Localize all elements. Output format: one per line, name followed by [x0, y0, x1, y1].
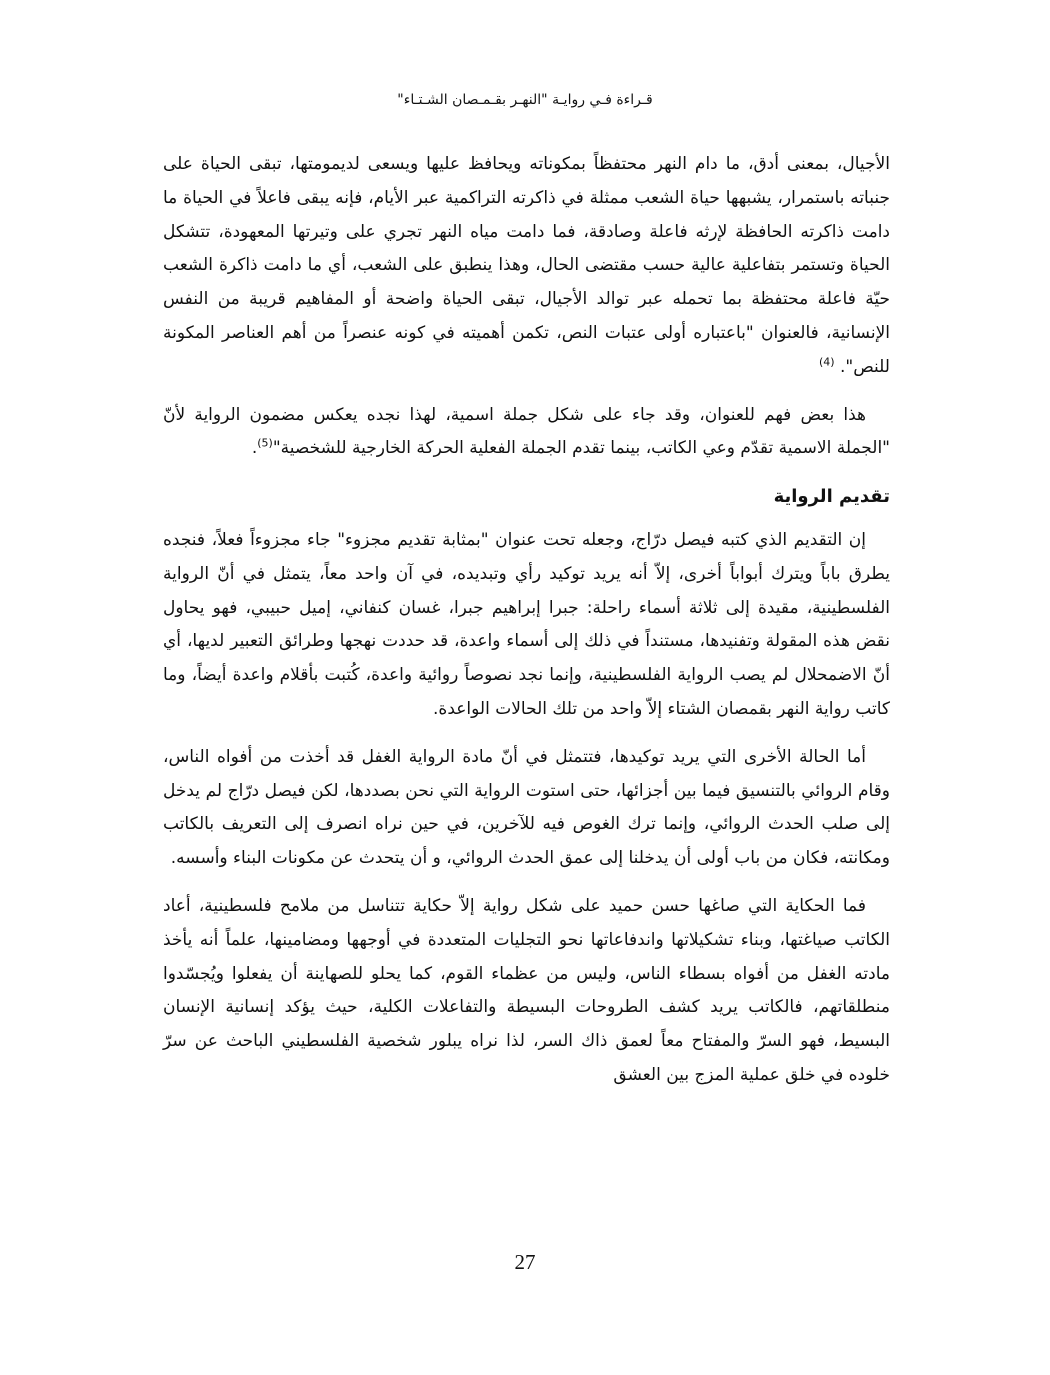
- footnote-ref-5: (5): [257, 436, 273, 450]
- paragraph-1-text: الأجيال، بمعنى أدق، ما دام النهر محتفظاً بمكوناته ويحافظ عليها ويسعى لديمومتها، تبقى الحياة على جنباته باستمرار، يشبهها حياة الشعب ممثلة في ذاكرته التراكمية عبر الأيام، فإنه يبقى فاعلاً في الحياة ما دامت ذاكرته الحافظة لإرثه فاعلة وصادقة، فما دامت مياه النهر تجري على وتيرتها المعهودة، تتشكل الحياة وتستمر بتفاعلية عالية حسب مقتضى الحال، وهذا ينطبق على الشعب، أي ما دامت ذاكرة الشعب حيّة فاعلة محتفظة بما تحمله عبر توالد الأجيال، تبقى الحياة واضحة أو المفاهيم قريبة من النفس الإنسانية، فالعنوان "باعتباره أولى عتبات النص، تكمن أهميته في كونه عنصراً من أهم العناصر المكونة للنص".: [163, 154, 890, 377]
- paragraph-1: [163, 148, 890, 385]
- footnote-ref-4: (4): [819, 355, 835, 369]
- paragraph-2-text: هذا بعض فهم للعنوان، وقد جاء على شكل جملة اسمية، لهذا نجده يعكس مضمون الرواية لأنّ "الجملة الاسمية تقدّم وعي الكاتب، بينما تقدم الجملة الفعلية الحركة الخارجية للشخصية": [163, 404, 890, 459]
- body-text: [163, 148, 890, 1107]
- paragraph-2-tail: .: [251, 438, 258, 459]
- running-header: قـراءة فـي روايـة "النهـر بقـمـصان الشـتـاء": [397, 92, 653, 108]
- page-number: 27: [514, 1250, 536, 1274]
- section-heading: تقديم الرواية: [773, 486, 890, 508]
- paragraph-2: [163, 399, 890, 467]
- paragraph-3: إن التقديم الذي كتبه فيصل درّاج، وجعله تحت عنوان "بمثابة تقديم مجزوء" جاء مجزوءاً فعلاً، فنجده يطرق باباً ويترك أبواباً أخرى، إلاّ أنه يريد توكيد رأي وتبديده، في آن واحد معاً، يتمثل في أنّ الرواية الفلسطينية، مقيدة إلى ثلاثة أسماء راحلة: جبرا إبراهيم جبرا، غسان كنفاني، إميل حبيبي، فهو يحاول نقض هذه المقولة وتفنيدها، مستنداً في ذلك إلى أسماء واعدة، قد حددت نهجها وطرائق التعبير لديها، أي أنّ الاضمحلال لم يصب الرواية الفلسطينية، وإنما نجد نصوصاً روائية واعدة، كُتبت بأقلام واعدة أيضاً، وما كاتب رواية النهر بقمصان الشتاء إلاّ واحد من تلك الحالات الواعدة.: [163, 529, 890, 719]
- paragraph-5: فما الحكاية التي صاغها حسن حميد على شكل رواية إلاّ حكاية تتناسل من ملامح فلسطينية، أعاد الكاتب صياغتها، وبناء تشكيلاتها واندفاعاتها نحو التجليات المتعددة في أوجهها ومضامينها، علماً أنه يأخذ مادته الغفل من أفواه بسطاء الناس، وليس من عظماء القوم، كما يحلو للصهاينة أن يفعلوا ويُجسّدوا منطلقاتهم، فالكاتب يريد كشف الطروحات البسيطة والتفاعلات الكلية، حيث يؤكد إنسانية الإنسان البسيط، فهو السرّ والمفتاح معاً لعمق ذاك السر، لذا نراه يبلور شخصية الفلسطيني الباحث عن سرّ خلوده في خلق عملية المزج بين العشق: [163, 895, 890, 1085]
- paragraph-4: أما الحالة الأخرى التي يريد توكيدها، فتتمثل في أنّ مادة الرواية الغفل قد أخذت من أفواه الناس، وقام الروائي بالتنسيق فيما بين أجزائها، حتى استوت الرواية التي نحن بصددها، لكن فيصل درّاج لم يدخل إلى صلب الحدث الروائي، وإنما ترك الغوص فيه للآخرين، في حين نراه انصرف إلى التعريف بالكاتب ومكانته، فكان من باب أولى أن يدخلنا إلى عمق الحدث الروائي، و أن يتحدث عن مكونات البناء وأسسه.: [163, 746, 890, 869]
